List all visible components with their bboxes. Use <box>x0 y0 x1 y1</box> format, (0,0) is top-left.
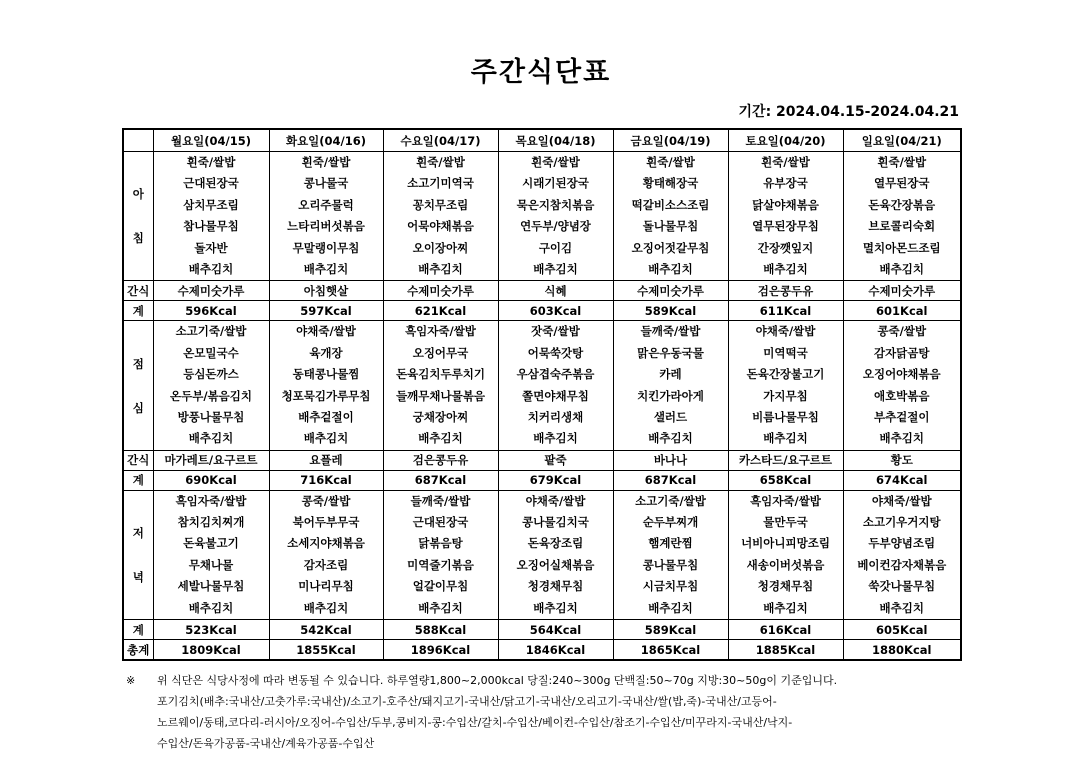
menu-item: 배추김치 <box>879 600 924 615</box>
menu-item: 북어두부무국 <box>292 515 360 530</box>
menu-item: 배추김치 <box>303 261 349 276</box>
snack-cell: 검은콩두유 <box>383 450 498 470</box>
menu-item: 소고기우거지탕 <box>862 515 941 530</box>
total-cell: 1809Kcal <box>153 640 269 661</box>
snack-cell: 수제미숫가루 <box>383 281 498 301</box>
menu-item: 부추겉절이 <box>873 409 930 424</box>
menu-item: 배추김치 <box>763 261 808 276</box>
menu-cell <box>269 152 383 281</box>
day-header: 목요일(04/18) <box>498 129 613 152</box>
meal-items-row <box>123 152 961 281</box>
menu-item: 흑임자죽/쌀밥 <box>405 324 476 339</box>
menu-item: 베이컨감자채볶음 <box>857 557 947 572</box>
day-header: 토요일(04/20) <box>728 129 843 152</box>
menu-item: 동태콩나물찜 <box>292 367 360 382</box>
menu-cell <box>498 321 613 450</box>
total-cell: 1846Kcal <box>498 640 613 661</box>
menu-item: 콩나물국 <box>303 176 349 191</box>
menu-item: 돈육간장불고기 <box>746 367 825 382</box>
menu-item: 흰죽/쌀밥 <box>877 155 927 169</box>
menu-item: 얼갈이무침 <box>412 579 469 594</box>
menu-cell <box>843 490 961 619</box>
menu-item: 배추김치 <box>763 600 808 615</box>
menu-cell <box>153 152 269 281</box>
menu-item: 소고기죽/쌀밥 <box>175 324 247 339</box>
kcal-row <box>123 301 961 321</box>
menu-cell <box>383 490 498 619</box>
kcal-cell: 621Kcal <box>383 301 498 321</box>
menu-item: 흰죽/쌀밥 <box>416 155 465 169</box>
menu-item: 돈육불고기 <box>183 536 239 551</box>
menu-item: 배추김치 <box>533 261 578 276</box>
total-cell: 1865Kcal <box>613 640 728 661</box>
menu-item: 미나리무침 <box>298 579 354 594</box>
menu-item: 돌자반 <box>194 240 228 255</box>
kcal-cell: 588Kcal <box>383 620 498 640</box>
menu-item: 배추김치 <box>303 431 349 446</box>
menu-cell <box>498 152 613 281</box>
menu-item: 흑임자죽/쌀밥 <box>175 493 247 508</box>
note-mark: ※ <box>126 674 136 687</box>
menu-item: 흰죽/쌀밥 <box>646 155 695 169</box>
menu-item: 간장깻잎지 <box>757 240 814 255</box>
menu-item: 유부장국 <box>763 176 808 191</box>
menu-item: 흰죽/쌀밥 <box>761 155 810 169</box>
menu-cell <box>269 321 383 450</box>
menu-item: 쫄면야채무침 <box>522 388 589 403</box>
menu-item: 야채죽/쌀밥 <box>755 324 816 339</box>
menu-item: 오이장아찌 <box>412 240 469 255</box>
menu-item: 오리주물럭 <box>298 197 354 212</box>
menu-item: 오징어실채볶음 <box>516 557 595 572</box>
menu-item: 구이김 <box>538 240 573 255</box>
meal-label-char: 아 <box>132 187 144 202</box>
menu-item: 삼치무조림 <box>183 197 239 212</box>
total-cell: 1855Kcal <box>269 640 383 661</box>
menu-item: 애호박볶음 <box>873 388 930 403</box>
menu-item: 콩나물무침 <box>642 557 699 572</box>
meal-label <box>123 490 153 619</box>
menu-item: 느타리버섯볶음 <box>287 219 365 234</box>
kcal-cell: 679Kcal <box>498 470 613 490</box>
menu-item: 배추김치 <box>303 600 349 615</box>
menu-item: 배추겉절이 <box>298 409 354 424</box>
period-label: 기간: 2024.04.15-2024.04.21 <box>738 104 959 120</box>
kcal-cell: 716Kcal <box>269 470 383 490</box>
total-row <box>123 640 961 661</box>
meal-items-row <box>123 321 961 450</box>
menu-item: 흰죽/쌀밥 <box>531 155 580 169</box>
note-line: 위 식단은 식당사정에 따라 변동될 수 있습니다. 하루열량1,800~2,000kcal 당질:240~300g 단백질:50~70g 지방:30~50g이 기준입니다. <box>157 674 838 687</box>
menu-item: 청경채무침 <box>757 579 814 594</box>
meal-label-char: 점 <box>132 356 144 371</box>
menu-item: 등심돈까스 <box>183 367 239 382</box>
menu-cell <box>269 490 383 619</box>
snack-cell: 마가레트/요구르트 <box>153 450 269 470</box>
kcal-cell: 523Kcal <box>153 620 269 640</box>
menu-item: 배추김치 <box>879 431 924 446</box>
meal-label-char: 심 <box>132 400 144 415</box>
meal-label-char: 침 <box>132 231 144 246</box>
menu-item: 무말랭이무침 <box>292 240 360 255</box>
menu-item: 육개장 <box>309 345 343 360</box>
menu-item: 연두부/양념장 <box>520 219 591 234</box>
day-header: 일요일(04/21) <box>843 129 961 152</box>
menu-item: 시금치무침 <box>642 579 699 594</box>
menu-item: 오징어무국 <box>412 345 469 360</box>
day-header: 화요일(04/16) <box>269 129 383 152</box>
note-line: 노르웨이/동태,코다리-러시아/오징어-수입산/두부,콩비지-콩:수입산/갈치-수입산/베이컨-수입산/참조기-수입산/미꾸라지-국내산/낙지- <box>157 716 793 729</box>
kcal-label: 계 <box>123 620 153 640</box>
menu-cell <box>383 321 498 450</box>
header-row <box>123 129 961 152</box>
menu-cell <box>728 490 843 619</box>
menu-item: 돈육간장볶음 <box>868 197 936 212</box>
menu-item: 열무된장무침 <box>752 219 819 234</box>
menu-item: 순두부찌개 <box>642 515 699 530</box>
snack-cell: 수제미숫가루 <box>843 281 961 301</box>
kcal-cell: 674Kcal <box>843 470 961 490</box>
menu-cell <box>498 490 613 619</box>
menu-item: 닭볶음탕 <box>418 536 463 551</box>
menu-item: 온모밀국수 <box>183 345 239 360</box>
menu-item: 청포묵김가루무침 <box>281 388 371 403</box>
menu-item: 오징어야채볶음 <box>862 367 941 382</box>
menu-item: 돌나물무침 <box>642 219 699 234</box>
snack-cell: 검은콩두유 <box>728 281 843 301</box>
snack-cell: 황도 <box>843 450 961 470</box>
menu-item: 근대된장국 <box>183 176 239 191</box>
snack-cell: 요플레 <box>269 450 383 470</box>
menu-item: 청경채무침 <box>527 579 584 594</box>
menu-item: 배추김치 <box>648 261 693 276</box>
menu-item: 근대된장국 <box>412 515 469 530</box>
menu-item: 배추김치 <box>188 600 234 615</box>
menu-cell <box>153 490 269 619</box>
menu-item: 감자닭곰탕 <box>873 345 930 360</box>
total-cell: 1885Kcal <box>728 640 843 661</box>
menu-item: 너비아니피망조림 <box>741 536 830 551</box>
menu-item: 브로콜리숙회 <box>868 219 936 234</box>
menu-item: 시래기된장국 <box>522 176 589 191</box>
menu-item: 야채죽/쌀밥 <box>296 324 356 339</box>
menu-item: 배추김치 <box>533 600 578 615</box>
menu-cell <box>613 321 728 450</box>
day-header: 월요일(04/15) <box>153 129 269 152</box>
menu-item: 배추김치 <box>879 261 924 276</box>
menu-item: 야채죽/쌀밥 <box>871 493 932 508</box>
snack-row <box>123 450 961 470</box>
menu-item: 배추김치 <box>188 261 234 276</box>
menu-item: 꽁치무조림 <box>412 197 469 212</box>
menu-item: 소세지야채볶음 <box>287 536 365 551</box>
total-label: 총계 <box>123 640 153 661</box>
menu-item: 가지무침 <box>763 388 808 403</box>
snack-row <box>123 281 961 301</box>
menu-table <box>122 128 962 661</box>
menu-item: 소고기미역국 <box>407 176 474 191</box>
menu-item: 배추김치 <box>648 600 693 615</box>
note-line: 포기김치(배추:국내산/고춧가루:국내산)/소고기-호주산/돼지고기-국내산/닭고기-국내산/오리고기-국내산/쌀(밥,죽)-국내산/고등어- <box>157 695 777 708</box>
kcal-cell: 564Kcal <box>498 620 613 640</box>
kcal-row <box>123 620 961 640</box>
menu-item: 멸치아몬드조림 <box>862 240 941 255</box>
kcal-cell: 658Kcal <box>728 470 843 490</box>
menu-item: 닭살야채볶음 <box>752 197 819 212</box>
meal-items-row <box>123 490 961 619</box>
menu-item: 잣죽/쌀밥 <box>531 324 580 339</box>
snack-cell: 수제미숫가루 <box>153 281 269 301</box>
kcal-cell: 616Kcal <box>728 620 843 640</box>
menu-item: 치킨가라아게 <box>637 388 704 403</box>
menu-item: 콩죽/쌀밥 <box>877 324 927 339</box>
menu-item: 배추김치 <box>648 431 693 446</box>
menu-item: 온두부/볶음김치 <box>170 388 252 403</box>
menu-item: 참치김치찌개 <box>177 515 245 530</box>
menu-item: 흑임자죽/쌀밥 <box>750 493 821 508</box>
meal-label <box>123 152 153 281</box>
kcal-cell: 589Kcal <box>613 301 728 321</box>
menu-cell <box>383 152 498 281</box>
menu-item: 배추김치 <box>418 431 463 446</box>
menu-item: 소고기죽/쌀밥 <box>635 493 706 508</box>
menu-item: 오징어젓갈무침 <box>631 240 710 255</box>
menu-item: 들깨죽/쌀밥 <box>410 493 471 508</box>
kcal-cell: 596Kcal <box>153 301 269 321</box>
menu-item: 배추김치 <box>763 431 808 446</box>
kcal-cell: 687Kcal <box>383 470 498 490</box>
menu-item: 콩죽/쌀밥 <box>301 493 351 508</box>
snack-cell: 카스타드/요구르트 <box>728 450 843 470</box>
snack-cell: 팥죽 <box>498 450 613 470</box>
menu-item: 두부양념조림 <box>868 536 936 551</box>
menu-item: 황태해장국 <box>642 176 699 191</box>
menu-cell <box>153 321 269 450</box>
kcal-row <box>123 470 961 490</box>
menu-item: 무채나물 <box>188 557 234 572</box>
menu-item: 비름나물무침 <box>752 409 819 424</box>
menu-item: 야채죽/쌀밥 <box>525 493 586 508</box>
snack-cell: 식혜 <box>498 281 613 301</box>
menu-item: 샐러드 <box>653 409 688 424</box>
menu-item: 어묵쑥갓탕 <box>527 345 584 360</box>
day-header: 금요일(04/19) <box>613 129 728 152</box>
kcal-cell: 589Kcal <box>613 620 728 640</box>
menu-item: 흰죽/쌀밥 <box>186 155 236 169</box>
snack-label: 간식 <box>123 450 153 470</box>
menu-item: 돈육장조림 <box>527 536 584 551</box>
kcal-cell: 601Kcal <box>843 301 961 321</box>
kcal-cell: 603Kcal <box>498 301 613 321</box>
menu-item: 우삼겹숙주볶음 <box>516 367 595 382</box>
kcal-cell: 597Kcal <box>269 301 383 321</box>
menu-item: 방풍나물무침 <box>177 409 245 424</box>
menu-item: 배추김치 <box>418 261 463 276</box>
menu-item: 배추김치 <box>188 431 234 446</box>
note-line: 수입산/돈육가공품-국내산/계육가공품-수입산 <box>157 737 375 750</box>
menu-cell <box>843 152 961 281</box>
menu-item: 열무된장국 <box>873 176 930 191</box>
page-title: 주간식단표 <box>470 57 612 88</box>
menu-cell <box>613 490 728 619</box>
menu-item: 카레 <box>659 367 682 382</box>
day-header: 수요일(04/17) <box>383 129 498 152</box>
menu-cell <box>728 152 843 281</box>
menu-item: 묵은지참치볶음 <box>516 197 595 212</box>
menu-item: 배추김치 <box>533 431 578 446</box>
kcal-label: 계 <box>123 301 153 321</box>
snack-cell: 바나나 <box>613 450 728 470</box>
menu-item: 치커리생채 <box>527 409 584 424</box>
kcal-cell: 605Kcal <box>843 620 961 640</box>
menu-cell <box>728 321 843 450</box>
kcal-cell: 611Kcal <box>728 301 843 321</box>
total-cell: 1880Kcal <box>843 640 961 661</box>
menu-item: 햄계란찜 <box>648 536 693 551</box>
menu-item: 들깨무채나물볶음 <box>396 388 485 403</box>
kcal-cell: 687Kcal <box>613 470 728 490</box>
corner-cell <box>123 129 153 152</box>
menu-item: 콩나물김치국 <box>522 515 589 530</box>
menu-item: 맑은우동국물 <box>637 345 704 360</box>
menu-cell <box>613 152 728 281</box>
total-cell: 1896Kcal <box>383 640 498 661</box>
menu-cell <box>843 321 961 450</box>
kcal-cell: 542Kcal <box>269 620 383 640</box>
menu-item: 세발나물무침 <box>177 579 245 594</box>
kcal-cell: 690Kcal <box>153 470 269 490</box>
meal-label <box>123 321 153 450</box>
menu-item: 물만두국 <box>763 515 808 530</box>
menu-item: 어묵야채볶음 <box>407 219 474 234</box>
menu-item: 흰죽/쌀밥 <box>301 155 351 169</box>
menu-item: 새송이버섯볶음 <box>746 557 825 572</box>
menu-item: 참나물무침 <box>183 219 239 234</box>
snack-cell: 수제미숫가루 <box>613 281 728 301</box>
snack-label: 간식 <box>123 281 153 301</box>
menu-item: 궁채장아찌 <box>412 409 469 424</box>
menu-item: 미역떡국 <box>763 345 808 360</box>
menu-item: 쑥갓나물무침 <box>868 579 936 594</box>
snack-cell: 아침햇살 <box>269 281 383 301</box>
menu-item: 감자조림 <box>303 557 349 572</box>
menu-item: 떡갈비소스조림 <box>631 197 710 212</box>
menu-item: 배추김치 <box>418 600 463 615</box>
menu-item: 돈육김치두루치기 <box>396 367 485 382</box>
meal-label-char: 녁 <box>132 569 144 584</box>
kcal-label: 계 <box>123 470 153 490</box>
meal-label-char: 저 <box>132 525 144 540</box>
menu-item: 미역줄기볶음 <box>407 557 474 572</box>
menu-item: 들깨죽/쌀밥 <box>640 324 701 339</box>
